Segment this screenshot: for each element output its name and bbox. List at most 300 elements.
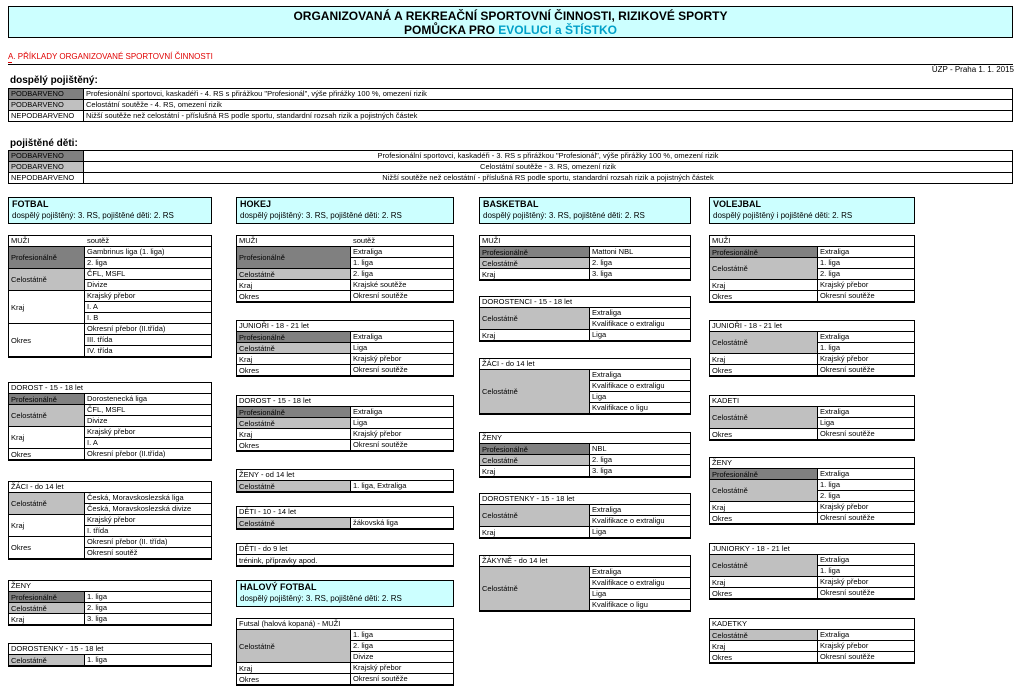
competition-name: ČFL, MSFL <box>85 405 211 416</box>
competition-name: Okresní soutěže <box>353 291 408 300</box>
table-row <box>710 258 914 280</box>
table-row <box>237 269 453 280</box>
competition-list <box>85 515 211 536</box>
competition-name: I. A <box>85 302 211 313</box>
table-row <box>9 405 211 427</box>
sport-name: HALOVÝ FOTBAL <box>240 582 317 592</box>
competition-list <box>85 603 211 613</box>
competition-name: Extraliga <box>590 567 690 578</box>
table-row <box>710 407 914 429</box>
legend-value: Profesionální sportovci, kaskadéři - 3. RS s přirážkou "Profesionál", výše přirážky 100 %, omezení rizik <box>84 151 1013 162</box>
competition-list <box>818 469 914 479</box>
competition-name: Extraliga <box>351 247 453 258</box>
level-label: Celostátně <box>710 480 818 501</box>
competition-list <box>351 269 453 279</box>
table-row <box>710 502 914 513</box>
table-row <box>237 440 453 450</box>
competition-list <box>590 567 690 610</box>
group-title-text: MUŽI <box>712 236 731 245</box>
group-title <box>480 297 690 308</box>
competition-table <box>236 395 454 452</box>
level-label: Kraj <box>480 466 590 476</box>
level-label: Kraj <box>9 614 85 624</box>
competition-name: Krajský přebor <box>353 354 402 363</box>
competition-table <box>8 580 212 626</box>
competition-name: Okresní soutěže <box>353 365 408 374</box>
group-title-text: ŽÁCI - do 14 let <box>11 482 64 491</box>
level-label: Profesionálně <box>9 394 85 404</box>
legend-row <box>9 89 1013 100</box>
legend-value: Nižší soutěže než celostátní - příslušná RS podle sportu, standardní rozsah rizik a pojistných částek <box>84 111 1013 122</box>
legend-key: PODBARVENO <box>9 162 84 173</box>
competition-name: Krajský přebor <box>820 502 869 511</box>
competition-name: 1. liga, Extraliga <box>353 481 407 490</box>
table-row <box>9 614 211 624</box>
competition-table <box>236 506 454 530</box>
legend-key: PODBARVENO <box>9 151 84 162</box>
competition-name: Česká, Moravskoslezská liga <box>85 493 211 504</box>
competition-list <box>590 308 690 329</box>
group-title-text: KADETI <box>712 396 740 405</box>
competition-table <box>8 235 212 358</box>
competition-name: Krajský přebor <box>85 427 211 438</box>
level-label: Kraj <box>480 330 590 340</box>
adult-legend <box>8 88 1013 122</box>
competition-list <box>351 365 453 375</box>
competition-list <box>818 429 914 439</box>
competition-list <box>85 324 211 356</box>
table-row <box>710 354 914 365</box>
legend-key: NEPODBARVENO <box>9 111 84 122</box>
sport-desc: dospělý pojištěný: 3. RS, pojištěné děti: 2. RS <box>240 211 402 220</box>
competition-list <box>818 480 914 501</box>
table-row <box>9 592 211 603</box>
level-label: Kraj <box>710 280 818 290</box>
competition-name: Kvalifikace o extraligu <box>592 516 665 525</box>
table-row <box>480 308 690 330</box>
table-row <box>480 247 690 258</box>
sport-desc: dospělý pojištěný: 3. RS, pojištěné děti: 2. RS <box>483 211 645 220</box>
level-label: Celostátně <box>480 308 590 329</box>
competition-name: Gambrinus liga (1. liga) <box>85 247 211 258</box>
competition-name: 3. liga <box>592 269 613 278</box>
title-evoluce: EVOLUCI <box>498 23 552 37</box>
competition-name: 3. liga <box>87 614 108 623</box>
competition-name: Extraliga <box>820 630 850 639</box>
group-title <box>480 359 690 370</box>
group-title <box>710 619 914 630</box>
level-label: Kraj <box>710 502 818 512</box>
competition-name: IV. třída <box>87 346 113 355</box>
competition-name: Extraliga <box>820 469 850 478</box>
competition-list <box>85 291 211 323</box>
group-title-text: DOROSTENCI - 15 - 18 let <box>482 297 573 306</box>
level-label: Profesionálně <box>710 247 818 257</box>
level-label: Okres <box>710 588 818 598</box>
section-heading: A. PŘÍKLADY ORGANIZOVANÉ SPORTOVNÍ ČINNOSTI <box>8 52 213 61</box>
competition-list <box>818 291 914 301</box>
competition-list <box>85 247 211 268</box>
level-label: Profesionálně <box>480 247 590 257</box>
competition-name: 2. liga <box>592 258 613 267</box>
competition-name: 1. liga <box>87 592 108 601</box>
table-row <box>9 324 211 356</box>
table-row <box>9 493 211 515</box>
level-label: Celostátně <box>237 418 351 428</box>
level-label: Profesionálně <box>480 444 590 454</box>
group-title <box>237 236 453 247</box>
level-label: Kraj <box>9 515 85 536</box>
level-label: Kraj <box>9 291 85 323</box>
group-title <box>237 396 453 407</box>
legend-key: PODBARVENO <box>9 100 84 111</box>
competition-list <box>818 247 914 257</box>
competition-name: Kvalifikace o ligu <box>592 600 648 609</box>
competition-list <box>351 663 453 673</box>
level-label: Okres <box>710 365 818 375</box>
competition-name: Krajský přebor <box>820 641 869 650</box>
competition-table <box>709 618 915 664</box>
level-label: Kraj <box>9 427 85 448</box>
competition-list <box>818 652 914 662</box>
level-label: Celostátně <box>710 407 818 428</box>
group-title-text: JUNIOŘI - 18 - 21 let <box>712 321 783 330</box>
competition-name: Extraliga <box>820 247 850 256</box>
level-label: Okres <box>710 429 818 439</box>
group-title-text: DOROSTENKY - 15 - 18 let <box>482 494 575 503</box>
competition-list <box>85 537 211 558</box>
child-legend <box>8 150 1013 184</box>
table-row <box>9 427 211 449</box>
level-label: Celostátně <box>480 258 590 268</box>
table-row <box>237 418 453 429</box>
competition-name: 2. liga <box>351 641 453 652</box>
table-row <box>9 655 211 665</box>
group-title <box>237 619 453 630</box>
competition-table <box>709 395 915 441</box>
competition-name: Krajský přebor <box>820 577 869 586</box>
competition-list <box>818 354 914 364</box>
group-title <box>9 482 211 493</box>
table-row <box>710 652 914 662</box>
adult-header: dospělý pojištěný: <box>10 75 98 86</box>
competition-list <box>818 630 914 640</box>
competition-name: Mattoni NBL <box>592 247 634 256</box>
competition-table <box>479 358 691 415</box>
competition-name: 1. liga <box>820 343 841 352</box>
sport-header-fotbal <box>8 197 212 224</box>
competition-name: 2. liga <box>87 603 108 612</box>
competition-name: Okresní soutěže <box>820 652 875 661</box>
competition-table <box>479 235 691 281</box>
competition-name: Extraliga <box>818 407 914 418</box>
competition-name: Okresní soutěže <box>820 429 875 438</box>
level-label: Profesionálně <box>237 247 351 268</box>
competition-table <box>236 543 454 567</box>
competition-list <box>818 280 914 290</box>
competition-name: Krajský přebor <box>85 291 211 302</box>
competition-list <box>818 577 914 587</box>
table-row <box>9 394 211 405</box>
competition-name: Extraliga <box>818 332 914 343</box>
level-label: Okres <box>237 674 351 684</box>
group-title-text: DĚTI - do 9 let <box>239 544 288 553</box>
competition-table <box>709 235 915 303</box>
competition-list <box>590 258 690 268</box>
competition-list <box>351 291 453 301</box>
competition-list <box>818 588 914 598</box>
level-label: Profesionálně <box>9 247 85 268</box>
competition-table <box>8 643 212 667</box>
competition-name: 1. liga <box>87 655 108 664</box>
title-stistko: ŠTÍSTKO <box>564 23 617 37</box>
level-label: Profesionálně <box>237 332 351 342</box>
level-label: Kraj <box>480 527 590 537</box>
table-row <box>237 291 453 301</box>
table-row <box>710 588 914 598</box>
competition-name: Divize <box>353 652 374 661</box>
competition-name: 3. liga <box>592 466 613 475</box>
competition-name: Okresní přebor (II.třída) <box>87 449 166 458</box>
competition-list <box>818 502 914 512</box>
level-label: Profesionálně <box>237 407 351 417</box>
group-title-text: MUŽI <box>239 236 258 245</box>
sport-name: BASKETBAL <box>483 199 539 209</box>
competition-list <box>590 505 690 526</box>
competition-name: 2. liga <box>592 455 613 464</box>
table-row <box>710 513 914 523</box>
competition-name: Okresní soutěže <box>353 440 408 449</box>
competition-list <box>85 592 211 602</box>
competition-table <box>236 469 454 493</box>
competition-name: Liga <box>590 589 690 600</box>
competition-name: Krajský přebor <box>353 429 402 438</box>
competition-name: Liga <box>820 418 835 427</box>
table-row <box>9 291 211 324</box>
competition-name: Extraliga <box>818 555 914 566</box>
competition-list <box>85 614 211 624</box>
competition-list <box>351 418 453 428</box>
table-row <box>480 258 690 269</box>
level-label: Celostátně <box>237 518 351 528</box>
competition-name: Liga <box>590 392 690 403</box>
competition-name: 1. liga <box>353 258 374 267</box>
competition-table <box>236 235 454 303</box>
legend-value: Nižší soutěže než celostátní - příslušná RS podle sportu, standardní rozsah rizik a pojistných částek <box>84 173 1013 184</box>
level-label: Okres <box>9 449 85 459</box>
legend-row <box>9 100 1013 111</box>
competition-list <box>85 449 211 459</box>
table-row <box>710 429 914 439</box>
table-row <box>710 630 914 641</box>
competition-list <box>818 555 914 576</box>
competition-name: 1. liga <box>818 480 914 491</box>
competition-list <box>818 513 914 523</box>
level-label: Celostátně <box>9 603 85 613</box>
level-label: Celostátně <box>710 258 818 279</box>
group-title-text: ŽENY <box>482 433 503 442</box>
competition-table <box>709 457 915 525</box>
sport-name: VOLEJBAL <box>713 199 762 209</box>
competition-list <box>351 518 453 528</box>
group-title <box>710 458 914 469</box>
competition-list <box>351 354 453 364</box>
competition-list <box>351 674 453 684</box>
level-label: Kraj <box>710 577 818 587</box>
level-label: Celostátně <box>9 655 85 665</box>
level-label: Okres <box>237 440 351 450</box>
sport-name: FOTBAL <box>12 199 49 209</box>
table-row <box>710 469 914 480</box>
table-row <box>237 354 453 365</box>
competition-list <box>818 332 914 353</box>
sport-name: HOKEJ <box>240 199 272 209</box>
competition-list <box>85 394 211 404</box>
competition-name: Okresní soutěže <box>820 291 875 300</box>
group-title-text: MUŽI <box>11 236 30 245</box>
table-row <box>710 365 914 375</box>
group-title <box>237 507 453 518</box>
level-label: Celostátně <box>9 269 85 290</box>
level-label: Celostátně <box>237 343 351 353</box>
competition-table <box>236 320 454 377</box>
competition-table <box>709 543 915 600</box>
divider <box>8 64 1013 65</box>
legend-row <box>9 111 1013 122</box>
table-row <box>480 527 690 537</box>
competition-list <box>85 493 211 514</box>
table-row <box>710 480 914 502</box>
group-title <box>237 544 453 555</box>
level-label: Profesionálně <box>9 592 85 602</box>
table-row <box>9 537 211 558</box>
group-title-text: ŽÁKYNĚ - do 14 let <box>482 556 548 565</box>
column-header: soutěž <box>353 236 376 245</box>
competition-list <box>351 407 453 417</box>
group-title <box>480 556 690 567</box>
competition-name: 2. liga <box>87 258 108 267</box>
competition-name: I. třída <box>87 526 109 535</box>
competition-name: 2. liga <box>353 269 374 278</box>
level-label: Kraj <box>710 641 818 651</box>
competition-list <box>351 343 453 353</box>
table-row <box>237 555 453 565</box>
competition-name: Okresní soutěže <box>820 588 875 597</box>
level-label: Celostátně <box>480 455 590 465</box>
competition-table <box>479 296 691 342</box>
table-row <box>710 641 914 652</box>
group-title-text: ŽENY <box>11 581 32 590</box>
table-row <box>237 481 453 491</box>
table-row <box>237 518 453 528</box>
competition-list <box>590 466 690 476</box>
competition-table <box>8 382 212 461</box>
group-title-text: JUNIOŘI - 18 - 21 let <box>239 321 310 330</box>
level-label: Kraj <box>480 269 590 279</box>
competition-table <box>8 481 212 560</box>
sport-header-halovy-fotbal <box>236 580 454 607</box>
competition-name: Liga <box>353 343 368 352</box>
sport-desc: dospělý pojištěný: 3. RS, pojištěné děti: 2. RS <box>12 211 174 220</box>
competition-name: Extraliga <box>353 332 383 341</box>
competition-list <box>351 481 453 491</box>
group-title <box>237 470 453 481</box>
table-row <box>237 343 453 354</box>
competition-table <box>236 618 454 686</box>
level-label: Okres <box>710 513 818 523</box>
level-label: Celostátně <box>480 505 590 526</box>
competition-name: I. B <box>87 313 99 322</box>
competition-name: Dorostenecká liga <box>87 394 148 403</box>
competition-list <box>351 280 453 290</box>
table-row <box>480 269 690 279</box>
level-label: Okres <box>237 291 351 301</box>
competition-table <box>479 555 691 612</box>
group-title-text: DOROST - 15 - 18 let <box>239 396 311 405</box>
issuer-label: ÚZP - Praha 1. 1. 2015 <box>931 65 1014 74</box>
sport-desc: dospělý pojištěný i pojištěné děti: 2. RS <box>713 211 853 220</box>
sport-header-hokej <box>236 197 454 224</box>
competition-name: III. třída <box>85 335 211 346</box>
competition-name: Divize <box>87 280 108 289</box>
competition-list <box>351 332 453 342</box>
table-row <box>710 577 914 588</box>
group-title-text: Futsal (halová kopaná) - MUŽI <box>239 619 341 628</box>
group-title <box>480 236 690 247</box>
title-line-2 <box>9 23 1012 37</box>
table-row <box>9 449 211 459</box>
competition-name: Krajský přebor <box>820 354 869 363</box>
legend-value: Celostátní soutěže - 3. RS, omezení rizik <box>84 162 1013 173</box>
group-title <box>710 321 914 332</box>
group-title-text: ŽÁCI - do 14 let <box>482 359 535 368</box>
group-title <box>9 644 211 655</box>
table-row <box>710 332 914 354</box>
competition-list <box>351 440 453 450</box>
level-label: Okres <box>710 291 818 301</box>
table-row <box>710 291 914 301</box>
table-row <box>237 280 453 291</box>
table-row <box>480 505 690 527</box>
level-label: Celostátně <box>480 370 590 413</box>
title-and: a <box>551 23 565 37</box>
level-label: Celostátně <box>237 269 351 279</box>
table-row <box>237 407 453 418</box>
table-row <box>237 674 453 684</box>
competition-list <box>590 370 690 413</box>
competition-name: 2. liga <box>820 491 841 500</box>
table-row <box>9 603 211 614</box>
table-row <box>237 429 453 440</box>
group-title-text: DĚTI - 10 - 14 let <box>239 507 297 516</box>
competition-name: Okresní soutěže <box>353 674 408 683</box>
level-label: Profesionálně <box>710 469 818 479</box>
legend-row <box>9 173 1013 184</box>
group-title <box>9 383 211 394</box>
competition-name: Kvalifikace o extraligu <box>590 578 690 589</box>
table-row <box>237 332 453 343</box>
level-label: Celostátně <box>9 493 85 514</box>
competition-name: Okresní soutěže <box>820 513 875 522</box>
competition-name: Krajské soutěže <box>353 280 407 289</box>
table-row <box>710 555 914 577</box>
title-prefix: POMŮCKA PRO <box>404 23 499 37</box>
level-label: Celostátně <box>710 332 818 353</box>
table-row <box>480 370 690 413</box>
competition-list <box>590 455 690 465</box>
competition-name: NBL <box>592 444 607 453</box>
competition-name: I. A <box>87 438 98 447</box>
